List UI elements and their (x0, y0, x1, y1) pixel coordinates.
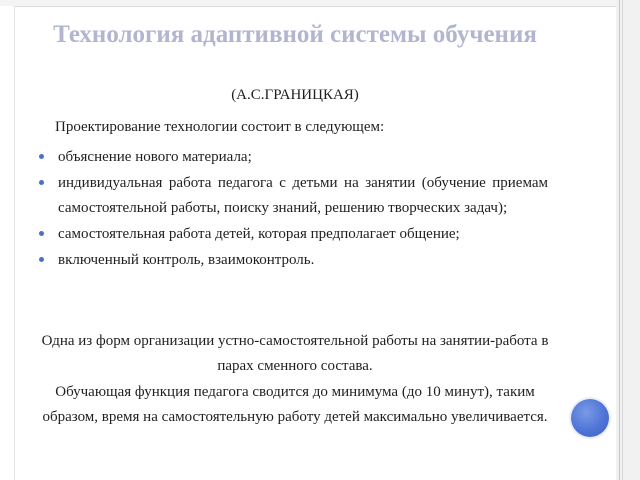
bullet-item (36, 248, 548, 273)
slide-subtitle: (А.С.ГРАНИЦКАЯ) (231, 87, 359, 103)
frame-right-line-outer (619, 0, 620, 480)
bullet-text: индивидуальная работа педагога с детьми на занятии (обучение приемам самостоятельной работы, поиску знаний, решению творческих задач); (58, 175, 548, 216)
bullet-dot-icon (39, 257, 44, 262)
intro-text: Проектирование технологии состоит в следующем: (55, 119, 385, 135)
paragraph-teacher-function: Обучающая функция педагога сводится до минимума (до 10 минут), таким образом, время на самостоятельную работу детей максимально увеличивается. (42, 384, 548, 425)
frame-top-line (14, 6, 620, 7)
bullet-item (36, 145, 548, 170)
bullet-list (36, 145, 548, 274)
paragraph-pairs-work: Одна из форм организации устно-самостоятельной работы на занятии-работа в парах сменного состава. (41, 333, 549, 374)
bullet-text: объяснение нового материала; (58, 149, 252, 165)
decorative-circle-icon (571, 399, 609, 437)
bullet-item (36, 171, 548, 221)
bullet-dot-icon (39, 180, 44, 185)
bullet-text: самостоятельная работа детей, которая предполагает общение; (58, 226, 460, 242)
slide-title: Технология адаптивной системы обучения (53, 21, 537, 48)
bullet-dot-icon (39, 231, 44, 236)
frame-right-line-inner (622, 0, 623, 480)
frame-left-line (14, 6, 15, 480)
bullet-dot-icon (39, 154, 44, 159)
bullet-text: включенный контроль, взаимоконтроль. (58, 252, 315, 268)
bullet-item (36, 222, 548, 247)
